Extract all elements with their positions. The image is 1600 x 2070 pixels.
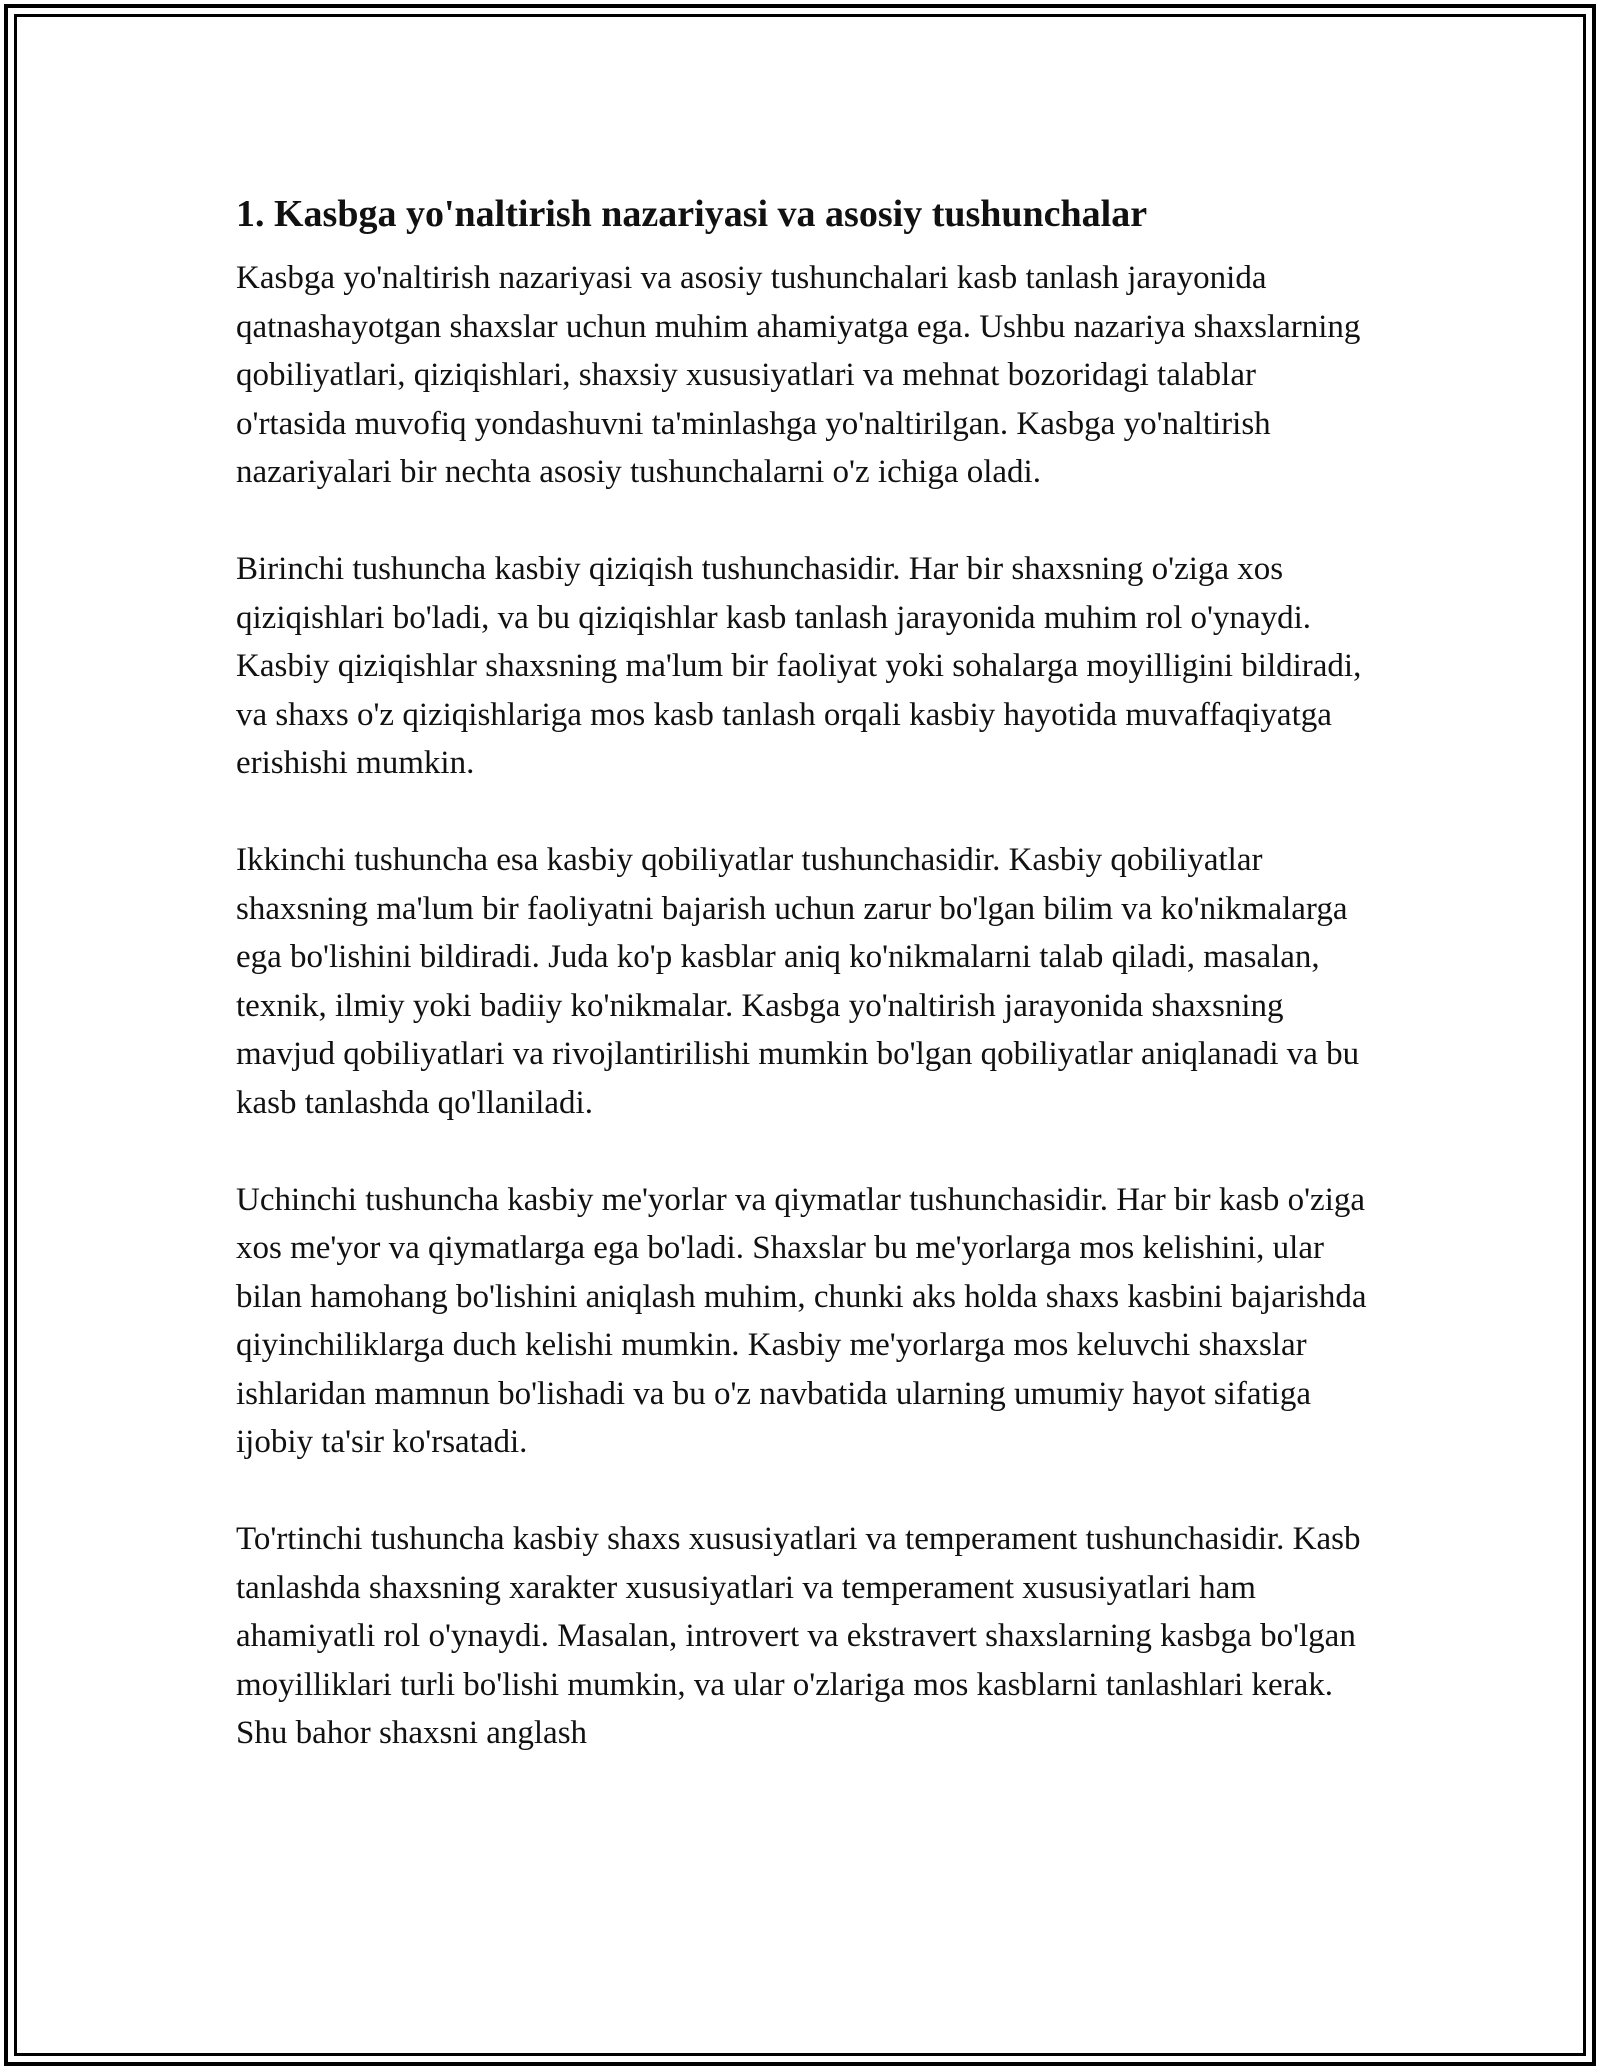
paragraph-temperament: To'rtinchi tushuncha kasbiy shaxs xususiyatlari va temperament tushunchasidir. Kasb tanlashda shaxsning xarakter xususiyatlari va temperament xususiyatlari ham ahamiyatli rol o'ynaydi. Masalan, introvert va ekstravert shaxslarning kasbga bo'lgan moyilliklari turli bo'lishi mumkin, va ular o'zlariga mos kasblarni tanlashlari kerak. Shu bahor shaxsni anglash: [236, 1521, 1361, 1751]
paragraph-intro: Kasbga yo'naltirish nazariyasi va asosiy tushunchalari kasb tanlash jarayonida qatnashayotgan shaxslar uchun muhim ahamiyatga ega. Ushbu nazariya shaxslarning qobiliyatlari, qiziqishlari, shaxsiy xususiyatlari va mehnat bozoridagi talablar o'rtasida muvofiq yondashuvni ta'minlashga yo'naltirilgan. Kasbga yo'naltirish nazariyalari bir nechta asosiy tushunchalarni o'z ichiga oladi.: [236, 260, 1361, 490]
paragraph-interest: Birinchi tushuncha kasbiy qiziqish tushunchasidir. Har bir shaxsning o'ziga xos qiziqishlari bo'ladi, va bu qiziqishlar kasb tanlash jarayonida muhim rol o'ynaydi. Kasbiy qiziqishlar shaxsning ma'lum bir faoliyat yoki sohalarga moyilligini bildiradi, va shaxs o'z qiziqishlariga mos kasb tanlash orqali kasbiy hayotida muvaffaqiyatga erishishi mumkin.: [236, 551, 1362, 781]
section-heading: 1. Kasbga yo'naltirish nazariyasi va asosiy tushunchalar: [236, 193, 1148, 235]
document-body: [236, 188, 1371, 1806]
paragraph-abilities: Ikkinchi tushuncha esa kasbiy qobiliyatlar tushunchasidir. Kasbiy qobiliyatlar shaxsning ma'lum bir faoliyatni bajarish uchun zarur bo'lgan bilim va ko'nikmalarga ega bo'lishini bildiradi. Juda ko'p kasblar aniq ko'nikmalarni talab qiladi, masalan, texnik, ilmiy yoki badiiy ko'nikmalar. Kasbga yo'naltirish jarayonida shaxsning mavjud qobiliyatlari va rivojlantirilishi mumkin bo'lgan qobiliyatlar aniqlanadi va bu kasb tanlashda qo'llaniladi.: [236, 842, 1360, 1121]
paragraph-norms-values: Uchinchi tushuncha kasbiy me'yorlar va qiymatlar tushunchasidir. Har bir kasb o'ziga xos me'yor va qiymatlarga ega bo'ladi. Shaxslar bu me'yorlarga mos kelishini, ular bilan hamohang bo'lishini aniqlash muhim, chunki aks holda shaxs kasbini bajarishda qiyinchiliklarga duch kelishi mumkin. Kasbiy me'yorlarga mos keluvchi shaxslar ishlaridan mamnun bo'lishadi va bu o'z navbatida ularning umumiy hayot sifatiga ijobiy ta'sir ko'rsatadi.: [236, 1181, 1367, 1460]
